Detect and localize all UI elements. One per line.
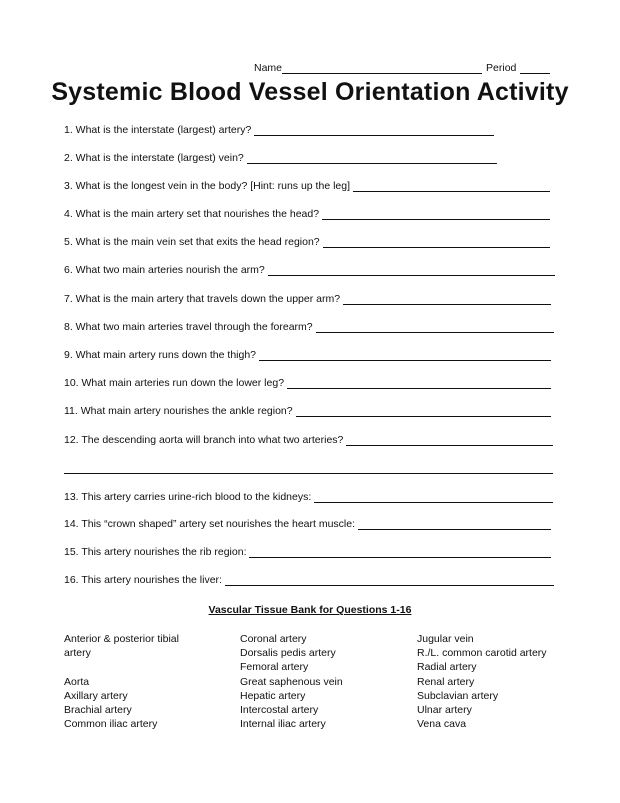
bank-term: Common iliac artery	[64, 718, 158, 731]
page-title: Systemic Blood Vessel Orientation Activity	[51, 78, 569, 106]
answer-line[interactable]	[254, 125, 494, 136]
question-9	[64, 349, 551, 361]
answer-line[interactable]	[314, 492, 553, 503]
name-period-header	[254, 62, 550, 74]
name-label: Name	[254, 62, 283, 74]
bank-term: Ulnar artery	[417, 703, 472, 716]
answer-line[interactable]	[353, 181, 550, 192]
period-field[interactable]	[520, 62, 550, 74]
question-text: 6. What two main arteries nourish the arm?	[64, 264, 265, 276]
question-text: 12. The descending aorta will branch into what two arteries?	[64, 434, 344, 446]
question-14	[64, 518, 551, 530]
answer-line[interactable]	[316, 322, 554, 333]
answer-line-12-continued[interactable]	[64, 473, 553, 474]
question-15	[64, 546, 551, 558]
question-text: 4. What is the main artery set that nourishes the head?	[64, 208, 320, 220]
period-label: Period	[486, 62, 517, 74]
bank-term: Renal artery	[417, 675, 475, 688]
word-bank-column-3	[417, 632, 547, 731]
question-text: 15. This artery nourishes the rib region:	[64, 546, 247, 558]
bank-term: Great saphenous vein	[240, 675, 343, 688]
question-11	[64, 405, 551, 417]
answer-line[interactable]	[225, 575, 554, 586]
bank-term: Axillary artery	[64, 689, 128, 702]
question-text: 10. What main arteries run down the lower leg?	[64, 377, 285, 389]
bank-term: Dorsalis pedis artery	[240, 647, 336, 660]
question-text: 7. What is the main artery that travels down the upper arm?	[64, 293, 341, 305]
bank-term: Jugular vein	[417, 633, 474, 645]
answer-line[interactable]	[323, 237, 550, 248]
name-field[interactable]	[282, 62, 482, 74]
question-text: 3. What is the longest vein in the body? [Hint: runs up the leg]	[64, 180, 351, 192]
question-7	[64, 293, 551, 305]
answer-line[interactable]	[268, 265, 555, 276]
answer-line[interactable]	[346, 435, 553, 446]
word-bank-column-2	[240, 632, 343, 731]
bank-term: Hepatic artery	[240, 689, 306, 702]
question-text: 8. What two main arteries travel through the forearm?	[64, 321, 313, 333]
question-text: 1. What is the interstate (largest) artery?	[64, 124, 252, 136]
word-bank-title: Vascular Tissue Bank for Questions 1-16	[208, 604, 412, 616]
bank-term: Aorta	[64, 675, 90, 688]
bank-term: Internal iliac artery	[240, 718, 326, 731]
question-4	[64, 208, 550, 220]
bank-term	[64, 660, 179, 674]
question-text: 13. This artery carries urine-rich blood to the kidneys:	[64, 491, 312, 503]
question-8	[64, 321, 554, 333]
question-text: 11. What main artery nourishes the ankle region?	[64, 405, 293, 417]
question-text: 16. This artery nourishes the liver:	[64, 574, 222, 586]
question-6	[64, 264, 555, 276]
answer-line[interactable]	[296, 406, 551, 417]
answer-line[interactable]	[259, 350, 551, 361]
question-1	[64, 124, 494, 136]
bank-term: Anterior & posterior tibial	[64, 633, 179, 645]
bank-term: Brachial artery	[64, 703, 132, 716]
question-5	[64, 236, 550, 248]
word-bank-column-1	[64, 632, 179, 731]
answer-line[interactable]	[322, 209, 550, 220]
question-2	[64, 152, 497, 164]
bank-term: artery	[64, 647, 91, 660]
bank-term: Subclavian artery	[417, 689, 499, 702]
question-10	[64, 377, 551, 389]
question-text: 2. What is the interstate (largest) vein?	[64, 152, 244, 164]
question-3	[64, 180, 550, 192]
bank-term: Coronal artery	[240, 633, 307, 645]
question-text: 9. What main artery runs down the thigh?	[64, 349, 257, 361]
answer-line[interactable]	[247, 153, 497, 164]
question-13	[64, 491, 553, 503]
bank-term: Intercostal artery	[240, 703, 319, 716]
question-16	[64, 574, 554, 586]
bank-term: R./L. common carotid artery	[417, 647, 547, 660]
bank-term: Radial artery	[417, 661, 477, 674]
answer-line[interactable]	[343, 294, 551, 305]
bank-term: Femoral artery	[240, 661, 309, 674]
answer-line[interactable]	[287, 378, 551, 389]
question-text: 14. This “crown shaped” artery set nourishes the heart muscle:	[64, 518, 356, 530]
answer-line[interactable]	[358, 519, 551, 530]
bank-term: Vena cava	[417, 718, 467, 731]
question-12	[64, 434, 553, 446]
question-text: 5. What is the main vein set that exits the head region?	[64, 236, 320, 248]
answer-line[interactable]	[249, 547, 551, 558]
